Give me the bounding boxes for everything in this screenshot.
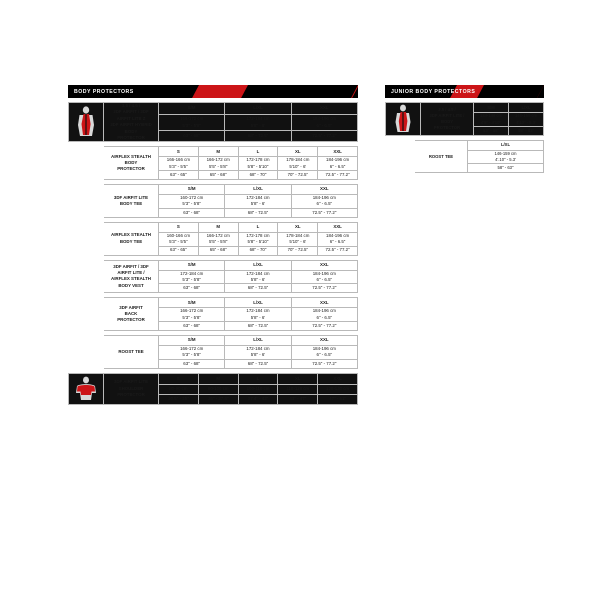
junior-body-protectors-header	[385, 85, 544, 98]
size-header: M	[198, 147, 238, 157]
size-header: XXL	[318, 373, 358, 384]
size-value: 68" - 70"	[238, 246, 278, 255]
size-value: 172-178 cm 5'8" - 5'10"	[238, 157, 278, 171]
size-value: 63" - 65"	[159, 171, 199, 180]
size-value: 70" - 72.5"	[278, 246, 318, 255]
size-value: 146-159 cm 4'10" - 5.3'	[509, 113, 544, 127]
size-header: S	[159, 222, 199, 232]
size-value: 72.5" - 77.2"	[291, 284, 357, 293]
size-header: S/M	[159, 185, 225, 195]
size-header: L/XL	[225, 260, 291, 270]
spacer-cell	[69, 260, 104, 293]
size-header: L/XL	[468, 141, 544, 151]
size-header: L/XL	[225, 298, 291, 308]
size-header: S	[159, 373, 199, 384]
size-value: 63" - 68"	[159, 284, 225, 293]
body-protectors-title: BODY PROTECTORS	[74, 88, 134, 95]
size-value: 172-178 cm 5'8" - 5'10"	[238, 232, 278, 246]
size-value: 166-166 cm 5'3" - 5'5"	[159, 157, 199, 171]
product-name-back-protector: 3DF AIRFIT BACK PROTECTOR	[104, 298, 159, 331]
junior-body-protectors-title: JUNIOR BODY PROTECTORS	[391, 88, 476, 95]
size-value: 72.5" - 77.2"	[318, 171, 358, 180]
size-value: 184-196 cm 6" - 6.5"	[291, 346, 357, 360]
header-black-wedge	[477, 85, 544, 98]
size-value: 184-196 cm 6" - 6.5"	[291, 195, 357, 209]
size-value: 166-172 cm 5'3" - 5'8"	[159, 308, 225, 322]
table-airflex-stealth-body-tee	[68, 222, 358, 256]
size-header: XXL	[291, 103, 357, 115]
size-header: S/M	[159, 298, 225, 308]
size-value: 172-184 cm 5'8" - 6'	[225, 270, 291, 284]
size-value: 72.5" - 77.2"	[291, 359, 357, 368]
size-value: 65" - 68"	[198, 246, 238, 255]
size-header: S/M	[159, 103, 225, 115]
size-value: 120-130 cm	[318, 384, 358, 394]
table-junior-body-protector	[385, 102, 544, 136]
size-value: 172-184 cm 5'8" - 6'	[225, 195, 291, 209]
table-airflex-stealth-body-protector	[68, 146, 358, 180]
size-header: L	[238, 222, 278, 232]
size-value: 72.5" - 77.2"	[291, 208, 357, 217]
size-value: 68" - 72.5"	[225, 322, 291, 331]
size-value: 63" - 68"	[159, 131, 225, 142]
size-value: 160-166 cm 5'3" - 5'5"	[159, 232, 199, 246]
spacer-cell	[69, 298, 104, 331]
size-value: 172-184 cm 5'8" - 6'	[225, 114, 291, 130]
size-value: 166-172 cm 5'3" - 5'8"	[159, 346, 225, 360]
spacer-cell	[69, 147, 104, 180]
size-value: 184-196 cm 6" - 6.5"	[291, 114, 357, 130]
rider-shoulder-protector-icon	[69, 373, 104, 404]
size-value: 58" - 63"	[468, 164, 544, 173]
size-value: 134-146 cm 4'5" - 4'10"	[474, 113, 509, 127]
size-value: 110-120 cm	[278, 384, 318, 394]
size-header: M	[198, 373, 238, 384]
size-header: L	[238, 373, 278, 384]
rider-junior-protector-icon	[386, 103, 421, 136]
table-roost-tee	[68, 335, 358, 369]
size-value: 68" - 72.5"	[225, 359, 291, 368]
size-header: L/XL	[225, 185, 291, 195]
size-value: 166-172 cm 5'3" - 5'8"	[159, 114, 225, 130]
product-name-airflex-stealth-body-tee: AIRFLEX STEALTH BODY TEE	[104, 222, 159, 255]
junior-body-protectors-section	[385, 85, 544, 173]
size-header: XXL	[291, 298, 357, 308]
size-value: 65" - 68"	[198, 171, 238, 180]
spacer-cell	[69, 336, 104, 369]
size-value: 68" - 70"	[238, 171, 278, 180]
size-value: 172-184 cm 5'8" - 6'	[225, 308, 291, 322]
table-3df-airfit-hybrid	[68, 102, 358, 142]
rider-chest-protector-icon	[69, 103, 104, 142]
size-value: 37.4" - 43"	[238, 394, 278, 404]
table-junior-roost-tee	[385, 140, 544, 173]
size-value: 184-196 cm 6" - 6.5"	[291, 270, 357, 284]
spacer-cell	[69, 185, 104, 218]
product-name-airflex-stealth-body-protector: AIRFLEX STEALTH BODY PROTECTOR	[104, 147, 159, 180]
size-value: 70" - 72.5"	[278, 171, 318, 180]
size-header: S/M	[474, 103, 509, 113]
product-name-junior-body-protector: 3.5 / 4.5 / 3DF AIRFIT LITE / BODY PROTECTOR	[421, 103, 474, 136]
size-value: 35" - 37.4"	[198, 394, 238, 404]
size-header: XXL	[291, 336, 357, 346]
size-header: L	[238, 147, 278, 157]
size-value: 172-184 cm 5'3" - 5'8"	[159, 270, 225, 284]
size-header: XL	[278, 373, 318, 384]
product-name-3df-airfit-hybrid: 3.5 / 4.5 / 3DF AIRFIT / 3DF AIRFIT LITE Z 3DF AIRFIT HYBRID BODY PROTECTOR	[104, 103, 159, 142]
size-value: 53" - 58"	[474, 126, 509, 135]
product-name-body-vest: 3DF AIRFIT / 3DF AIRFIT LITE / AIRFLEX STEALTH BODY VEST	[104, 260, 159, 293]
size-header: M	[198, 222, 238, 232]
table-body-vest	[68, 260, 358, 294]
size-value: 166-172 cm 5'5" - 5'8"	[198, 157, 238, 171]
size-header: XXL	[291, 260, 357, 270]
size-header: L/XL	[509, 103, 544, 113]
size-value: 90-100 cm	[198, 384, 238, 394]
size-value: 63" - 68"	[159, 359, 225, 368]
table-back-protector	[68, 297, 358, 331]
size-value: 172-184 cm 5'8" - 6'	[225, 346, 291, 360]
size-value: 58" - 63"	[509, 126, 544, 135]
product-name-3df-airfit-lite-body-tee: 3DF AIRFIT LITE BODY TEE	[104, 185, 159, 218]
table-3df-airfit-lite-body-tee	[68, 184, 358, 218]
size-value: 63" - 68"	[159, 208, 225, 217]
size-value: 146-159 cm 4'.10" - 5.3'	[468, 151, 544, 164]
size-header: S	[159, 147, 199, 157]
size-header: XL	[278, 222, 318, 232]
size-value: 63" - 65"	[159, 246, 199, 255]
header-black-wedge	[241, 85, 358, 98]
size-value: 178-184 cm 5'10" - 6'	[278, 157, 318, 171]
size-value: 72.5" - 77.2"	[318, 246, 358, 255]
size-value: 178-184 cm 5'10" - 6'	[278, 232, 318, 246]
size-header: L/XL	[225, 103, 291, 115]
size-header: XXL	[318, 147, 358, 157]
table-shoulder-protector	[68, 373, 358, 405]
body-protectors-header	[68, 85, 358, 98]
product-name-roost-tee: ROOST TEE	[104, 336, 159, 369]
size-header: L/XL	[225, 336, 291, 346]
product-name-junior-roost-tee: ROOST TEE	[415, 141, 468, 173]
size-value: 160-172 cm 5'3" - 5'8"	[159, 195, 225, 209]
size-value: 68" - 72.5"	[225, 208, 291, 217]
size-value: 47" - 51"	[318, 394, 358, 404]
spacer-cell	[69, 222, 104, 255]
size-value: 63" - 68"	[159, 322, 225, 331]
size-header: XL	[278, 147, 318, 157]
size-value: 72.5" - 77.2"	[291, 322, 357, 331]
size-value: 184-196 cm 6" - 6.5"	[318, 232, 358, 246]
spacer-cell	[386, 141, 415, 173]
body-protectors-section	[68, 85, 358, 405]
size-value: 166-172 cm 5'5" - 5'8"	[198, 232, 238, 246]
size-value: 30.5" - 35"	[159, 394, 199, 404]
size-value: 184-196 cm 6" - 6.5"	[291, 308, 357, 322]
size-header: XXL	[318, 222, 358, 232]
size-header: S/M	[159, 336, 225, 346]
size-value: 68" - 72.5"	[225, 131, 291, 142]
size-value: 43" - 47"	[278, 394, 318, 404]
size-value: 184-196 cm 6" - 6.5"	[318, 157, 358, 171]
size-value: 68" - 72.5"	[225, 284, 291, 293]
size-value: 72.5" - 77.2"	[291, 131, 357, 142]
size-header: XXL	[291, 185, 357, 195]
size-header: S/M	[159, 260, 225, 270]
product-name-shoulder-protector: 3DF AIRFIT LITE SHOULDER PROTECTOR	[104, 373, 159, 404]
size-value: 80-90 cm	[159, 384, 199, 394]
size-value: 100-110 cm	[238, 384, 278, 394]
